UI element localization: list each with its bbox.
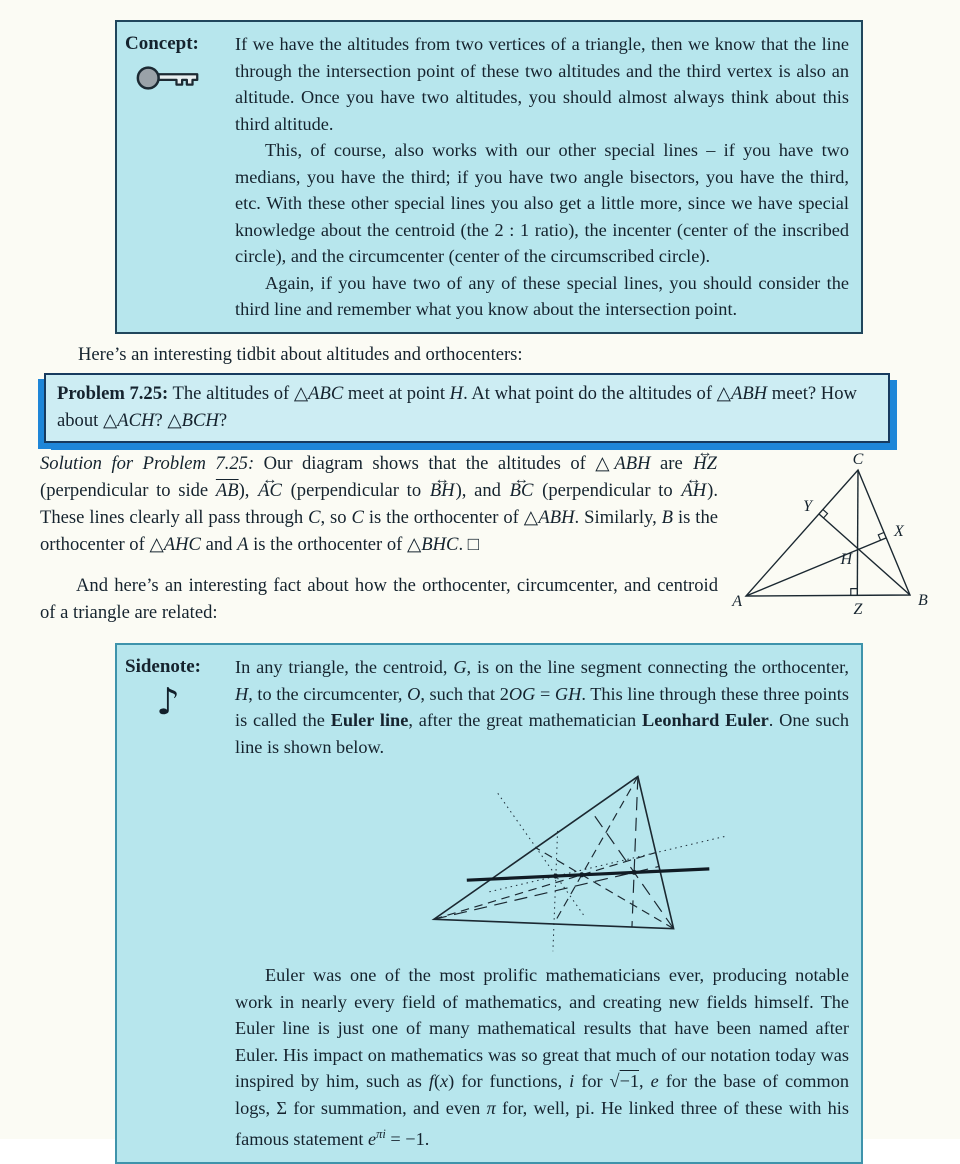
intro-tidbit-text: Here’s an interesting tidbit about altitudes and orthocenters:	[78, 344, 523, 365]
vertex-label-B: B	[918, 592, 928, 609]
foot-label-X: X	[894, 523, 904, 540]
text-run: ABH	[538, 507, 575, 528]
text-run: AHC	[163, 534, 201, 555]
text-run: Euler was one of the most prolific mathematicians ever, producing notable work in nearly every field of mathematics, and creating new fields himself. The Euler line is just one of many mathematical results that have been named after Euler. His impact on mathematics was so great that much of our notation today was inspired by him, such as	[235, 965, 849, 1091]
text-run: In any triangle, the centroid,	[235, 657, 454, 677]
vertex-label-A: A	[732, 593, 742, 610]
text-run: BCH	[181, 410, 219, 431]
concept-box	[115, 20, 863, 334]
text-run: G	[453, 657, 467, 677]
text-run: is the orthocenter of △	[40, 507, 718, 555]
text-run: H	[449, 383, 464, 404]
text-run: e	[650, 1071, 659, 1091]
sidenote-paragraph	[235, 654, 849, 760]
text-run: ) for functions,	[448, 1071, 570, 1091]
problem-box	[44, 373, 890, 443]
text-run: Solution for Problem 7.25:	[40, 453, 255, 474]
intro-fact-text: And here’s an interesting fact about how the orthocenter, circumcenter, and centroid of a triangle are related:	[40, 575, 718, 623]
text-run: (perpendicular to	[534, 480, 681, 501]
text-run: ↔ HZ	[692, 450, 718, 477]
concept-paragraph: If we have the altitudes from two vertices of a triangle, then we know that the line through the intersection point of these two altitudes and the third vertex is also an altitude. Once you have two altitudes, you should almost always think about this third altitude.	[235, 34, 849, 134]
text-run: ABC	[308, 383, 344, 404]
sidenote-paragraph	[235, 962, 849, 1153]
text-run: πi	[376, 1127, 386, 1141]
text-run: , such that 2	[420, 683, 509, 704]
orthocenter-label-H: H	[840, 551, 852, 568]
text-run: and	[200, 534, 238, 555]
text-run: , after the great mathematician	[408, 710, 643, 730]
text-run: (perpendicular to	[282, 480, 429, 501]
sidenote-label-column	[125, 654, 223, 1153]
text-run: , to the circumcenter,	[248, 683, 408, 704]
text-run: C	[351, 507, 364, 528]
concept-paragraph: This, of course, also works with our other special lines – if you have two medians, you have the third; if you have two angle bisectors, you have the third, etc. With these other special lines you also get a little more, since we have special knowledge about the centroid (the 2 : 1 ratio), the incenter (center of the inscribed circle), and the circumcenter (center of the circumscribed circle).	[235, 140, 849, 266]
text-run: ↔ BC	[509, 477, 535, 504]
text-run: −1	[619, 1071, 640, 1091]
sidenote-box	[115, 643, 863, 1164]
text-run: ? △	[154, 410, 182, 431]
text-run: GH	[554, 683, 582, 704]
orthocenter-diagram	[732, 450, 932, 625]
text-run: for the base of common logs, Σ for summation, and even	[235, 1071, 849, 1118]
text-run: . One such line is shown below.	[235, 710, 849, 757]
text-run: (perpendicular to side	[40, 480, 216, 501]
text-run: O	[407, 683, 421, 704]
text-run: H	[235, 683, 249, 704]
text-run: B	[661, 507, 674, 528]
text-run: e	[368, 1129, 377, 1150]
text-run: f	[428, 1071, 434, 1091]
text-run: is the orthocenter of △	[248, 534, 422, 555]
text-run: $\overline{AB}$	[215, 480, 239, 501]
solution-section	[40, 450, 932, 631]
text-run: Euler line	[330, 710, 409, 730]
text-run: . At what point do the altitudes of △	[463, 383, 731, 404]
text-run: OG	[508, 683, 536, 704]
text-run: x	[440, 1071, 449, 1091]
text-run: for √	[574, 1071, 620, 1091]
vertex-label-C: C	[852, 451, 864, 468]
sidenote-text	[235, 654, 849, 1153]
music-note-icon: ♪	[156, 680, 180, 723]
text-run: ),	[238, 480, 258, 501]
text-run: are	[650, 453, 693, 474]
text-run: ↔ AH	[680, 477, 707, 504]
foot-label-Y: Y	[803, 498, 812, 515]
sidenote-label: Sidenote:	[125, 656, 201, 677]
text-run: , so	[320, 507, 352, 528]
text-run: . □	[458, 534, 479, 555]
text-run: Leonhard Euler	[642, 710, 769, 730]
text-run: meet at point	[343, 383, 450, 404]
text-run: i	[569, 1071, 575, 1091]
text-run: ABH	[614, 453, 651, 474]
text-run: Our diagram shows that the altitudes of △	[254, 453, 615, 474]
text-run: Problem 7.25:	[57, 383, 169, 404]
text-run: . This line through these three points is called the	[235, 683, 849, 730]
text-run: . Similarly,	[574, 507, 662, 528]
text-run: =	[535, 683, 555, 704]
euler-line-diagram	[326, 767, 758, 960]
text-run: , is on the line segment connecting the orthocenter,	[466, 657, 849, 677]
text-run: ABH	[730, 383, 768, 404]
text-run: meet? How about △	[57, 383, 857, 431]
text-run: for, well, pi. He linked three of these with his famous statement	[235, 1097, 849, 1150]
text-run: (	[433, 1071, 441, 1091]
problem-statement	[57, 380, 877, 434]
concept-label: Concept:	[125, 33, 199, 54]
text-run: is the orthocenter of △	[363, 507, 539, 528]
text-run: = −1.	[385, 1129, 430, 1150]
text-run: C	[308, 507, 321, 528]
text-run: ↔ AC	[257, 477, 283, 504]
key-icon	[125, 63, 211, 98]
text-run: BHC	[421, 534, 459, 555]
concept-paragraph: Again, if you have two of any of these special lines, you should consider the third line and remember what you know about the intersection point.	[235, 272, 849, 319]
concept-label-column	[125, 31, 223, 323]
text-run: ), and	[455, 480, 509, 501]
text-run: ?	[218, 410, 228, 431]
text-run: π	[486, 1097, 496, 1118]
foot-label-Z: Z	[853, 601, 863, 618]
concept-text	[235, 31, 849, 323]
text-run: ). These lines clearly all pass through	[40, 480, 718, 528]
text-run: The altitudes of △	[168, 383, 309, 404]
text-run: ACH	[117, 410, 155, 431]
text-run: ,	[639, 1071, 651, 1091]
text-run: A	[237, 534, 249, 555]
text-run: ↔ BH	[429, 477, 456, 504]
